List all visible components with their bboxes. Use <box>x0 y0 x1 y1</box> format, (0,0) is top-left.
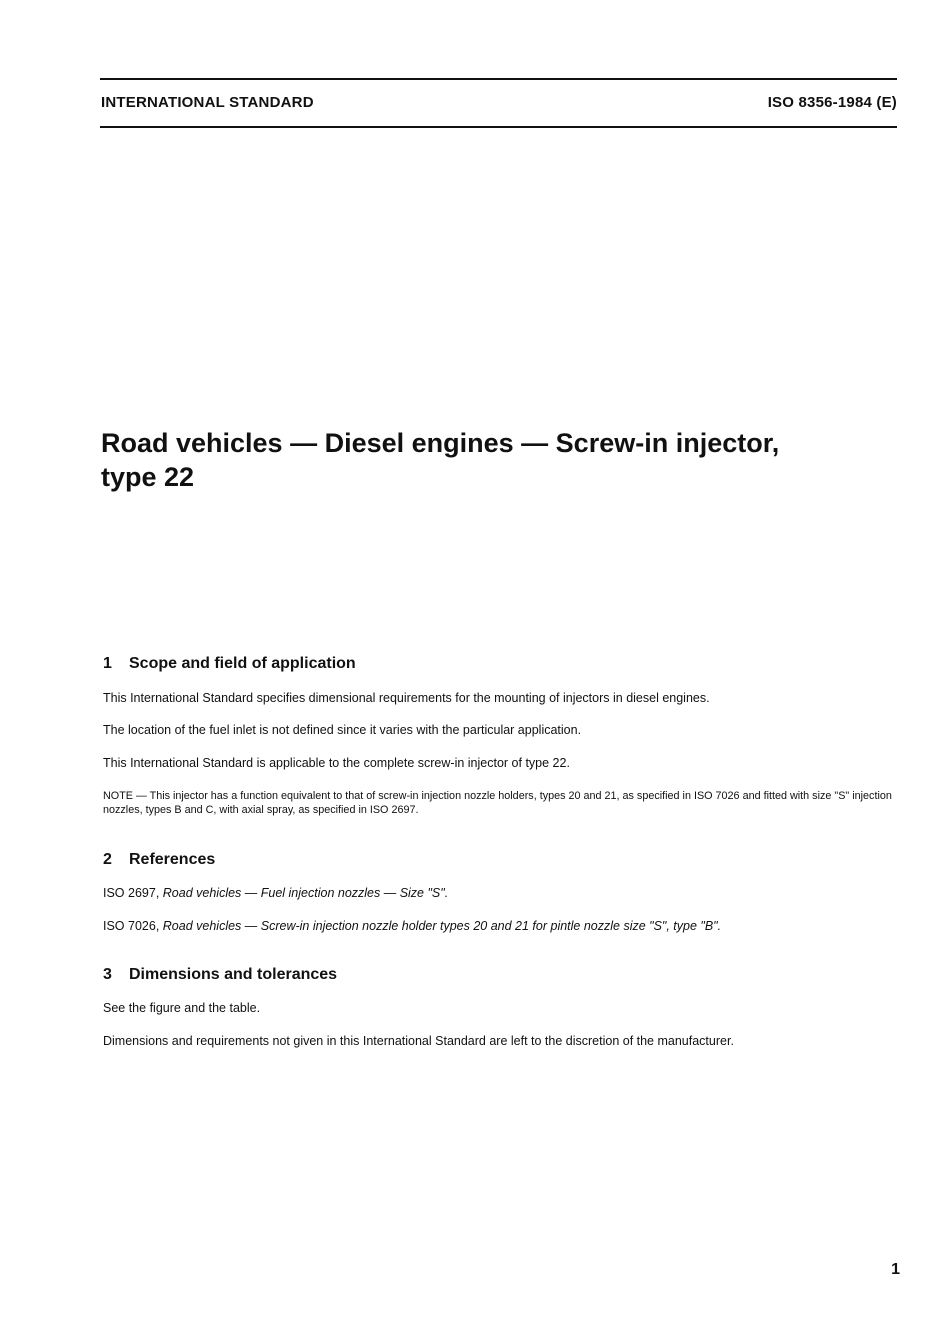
section-3-title: Dimensions and tolerances <box>129 966 338 983</box>
header-top-rule <box>100 78 897 80</box>
page-number: 1 <box>891 1261 900 1278</box>
scope-paragraph-3: This International Standard is applicable to the complete screw-in injector of type 22. <box>103 756 570 770</box>
dimensions-paragraph-1: See the figure and the table. <box>103 1001 261 1015</box>
section-3-heading <box>103 966 337 984</box>
scope-paragraph-2: The location of the fuel inlet is not defined since it varies with the particular application. <box>103 723 582 737</box>
section-2-title: References <box>129 851 216 868</box>
section-1-number: 1 <box>103 655 112 672</box>
section-2-heading <box>103 851 215 869</box>
reference-1-title: Road vehicles — Fuel injection nozzles — Size "S". <box>162 886 449 900</box>
section-3-number: 3 <box>103 966 112 983</box>
scope-paragraph-1: This International Standard specifies dimensional requirements for the mounting of injectors in diesel engines. <box>103 691 710 705</box>
reference-1-code: ISO 2697, <box>103 886 160 900</box>
scope-note: NOTE — This injector has a function equivalent to that of screw-in injection nozzle holders, types 20 and 21, as specified in ISO 7026 and fitted with size "S" injection nozzles, types B and C, with axial spray, as specified in ISO 2697. <box>103 790 892 816</box>
title-line-2: type 22 <box>101 462 195 492</box>
header-bottom-rule <box>100 126 897 128</box>
document-title <box>101 426 861 494</box>
reference-2 <box>103 919 903 933</box>
standard-number: ISO 8356-1984 (E) <box>767 94 897 111</box>
reference-2-title: Road vehicles — Screw-in injection nozzle holder types 20 and 21 for pintle nozzle size "S", type "B". <box>162 919 722 933</box>
dimensions-paragraph-2: Dimensions and requirements not given in this International Standard are left to the discretion of the manufacturer. <box>103 1034 734 1048</box>
title-line-1: Road vehicles — Diesel engines — Screw-in injector, <box>101 428 780 458</box>
reference-1 <box>103 886 903 900</box>
reference-2-code: ISO 7026, <box>103 919 160 933</box>
document-type-label: INTERNATIONAL STANDARD <box>101 94 314 111</box>
section-1-heading <box>103 655 356 673</box>
section-1-title: Scope and field of application <box>129 655 356 672</box>
section-2-number: 2 <box>103 851 112 868</box>
